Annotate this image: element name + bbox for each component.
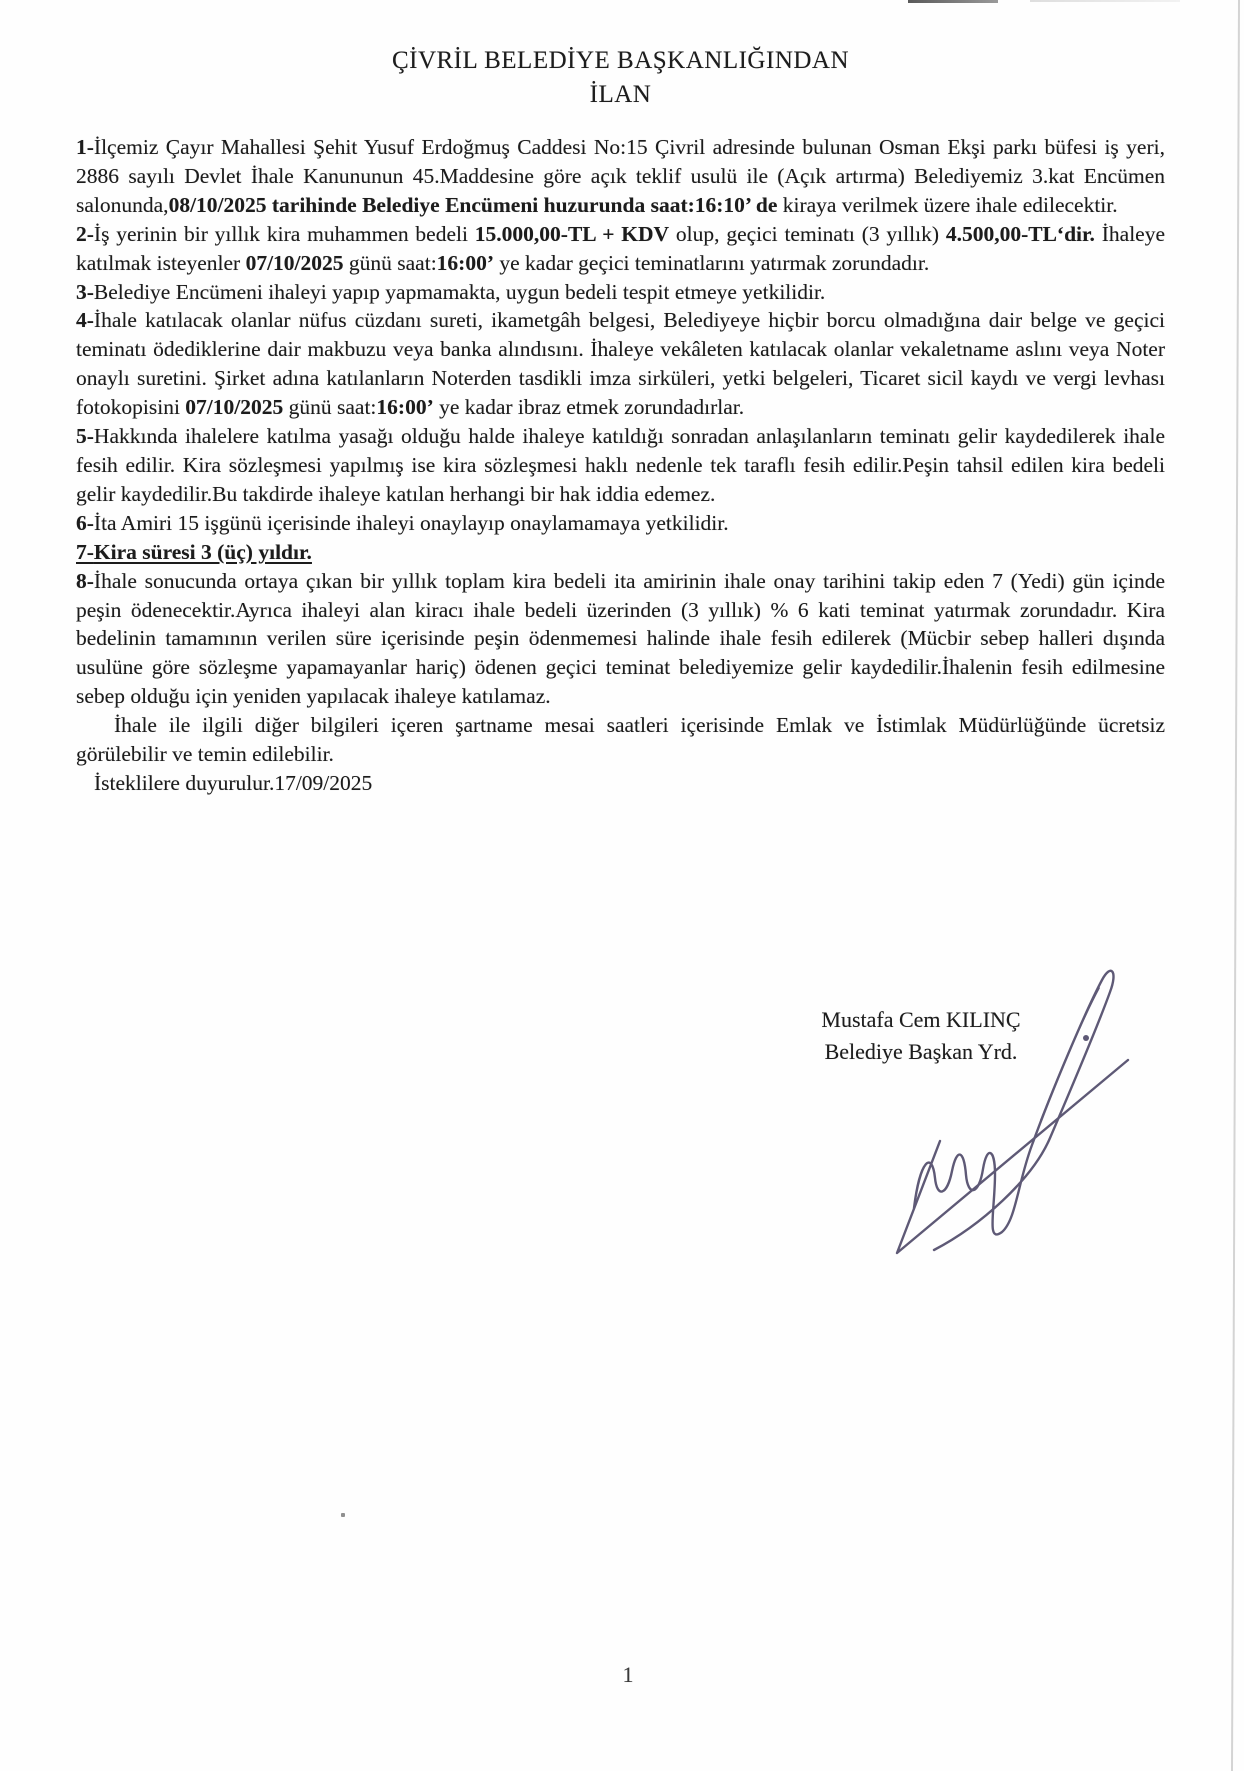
text-segment: olup, geçici teminatı (3 yıllık) — [669, 221, 946, 246]
document-subtitle: İLAN — [589, 81, 652, 108]
text-segment: Belediye Encümeni ihaleyi yapıp yapmamakta, uygun bedeli tespit etmeye yetkilidir. — [93, 279, 826, 304]
document-title: ÇİVRİL BELEDİYE BAŞKANLIĞINDAN — [391, 47, 850, 74]
text-segment: 3- — [76, 279, 94, 304]
text-segment: İhale sonucunda ortaya çıkan bir yıllık toplam kira bedeli ita amirinin ihale onay tarihini takip eden 7 (Yedi) gün içinde peşin ödenecektir.Ayrıca ihaleyi alan kiracı ihale bedeli üzerinden (3 yıllık) % 6 kati teminat yatırmak zorundadır. Kira bedelinin tamamının verilen süre içerisinde peşin ödenmemesi halinde ihale fesih edilerek (Mücbir sebep halleri dışında usulüne göre sözleşme yapamayanlar hariç) ödenen geçici teminat belediyemize gelir kaydedilir.İhalenin fesih edilmesine sebep olduğu için yeniden yapılacak ihaleye katılamaz. — [76, 568, 1165, 709]
scan-artifact-top-bar-light — [1030, 0, 1180, 2]
scan-artifact-top-bar — [908, 0, 998, 3]
text-segment: 1- — [76, 135, 94, 159]
text-segment: 4.500,00-TL‘dir. — [945, 221, 1095, 246]
text-segment: 16:00’ — [436, 250, 494, 275]
text-segment: İhaleye katılmak isteyenler — [76, 221, 1166, 275]
text-segment: kiraya verilmek üzere ihale edilecektir. — [777, 192, 1118, 217]
signer-title: Belediye Başkan Yrd. — [824, 1039, 1018, 1064]
paragraph-closing-info — [76, 711, 1165, 769]
text-segment: 07/10/2025 — [185, 395, 284, 420]
text-segment: günü saat: — [283, 395, 377, 420]
text-segment: İş yerinin bir yıllık kira muhammen bedeli — [93, 221, 475, 246]
text-segment: 7- — [76, 539, 94, 564]
text-segment: İhale katılacak olanlar nüfus cüzdanı sureti, ikametgâh belgesi, Belediyeye hiçbir borcu olmadığına dair belge ve geçici teminatı ödediklerine dair makbuzu veya banka alındısını. İhaleye vekâleten katılacak olanlar vekaletname aslını veya Noter onaylı suretini. Şirket adına katılanların Noterden tasdikli imza sirküleri, yetki belgeleri, Ticaret sicil kaydı ve vergi levhası fotokopisini — [76, 308, 1165, 420]
paragraph-announcement-date — [76, 769, 1165, 798]
paragraph-item-2 — [76, 220, 1165, 278]
text-segment: Hakkında ihalelere katılma yasağı olduğu halde ihaleye katıldığı sonradan anlaşılanların teminatı gelir kaydedilerek ihale fesih edilir. Kira sözleşmesi yapılmış ise kira sözleşmesi haklı nedenle tek taraflı fesih edilir.Peşin tahsil edilen kira bedeli gelir kaydedilir.Bu takdirde ihaleye katılan herhangi bir hak iddia edemez. — [76, 424, 1165, 506]
text-segment: 16:00’ — [376, 395, 434, 420]
document-header — [76, 44, 1165, 112]
page-number: 1 — [622, 1662, 634, 1687]
paragraph-item-6 — [76, 509, 1165, 538]
announcement-body — [76, 133, 1165, 798]
scan-artifact-speck — [341, 1513, 345, 1517]
paragraph-item-8 — [76, 567, 1165, 712]
paragraph-item-5 — [76, 422, 1165, 509]
text-segment: 5- — [76, 424, 94, 449]
text-segment: 8- — [76, 568, 94, 593]
text-segment: 15.000,00-TL + KDV — [474, 221, 670, 246]
paragraph-item-1 — [76, 133, 1165, 220]
text-segment: günü saat: — [343, 250, 437, 275]
text-segment: 07/10/2025 — [245, 250, 344, 275]
text-segment: 6- — [76, 510, 94, 535]
text-segment: İsteklilere duyurulur.17/09/2025 — [94, 770, 373, 795]
handwritten-signature — [860, 948, 1170, 1278]
text-segment: 4- — [76, 308, 94, 333]
text-segment: İlçemiz Çayır Mahallesi Şehit Yusuf Erdoğmuş Caddesi No:15 Çivril adresinde bulunan Osman Ekşi parkı büfesi iş yeri, 2886 sayılı Devlet İhale Kanununun 45.Maddesine göre açık teklif usulü ile (Açık artırma) Belediyemiz 3.kat Encümen salonunda, — [76, 135, 1165, 217]
text-segment: İta Amiri 15 işgünü içerisinde ihaleyi onaylayıp onaylamamaya yetkilidir. — [93, 510, 729, 535]
text-segment: ye kadar geçici teminatlarını yatırmak zorundadır. — [494, 250, 930, 275]
text-segment: Kira süresi 3 (üç) yıldır. — [93, 539, 312, 564]
text-segment: İhale ile ilgili diğer bilgileri içeren şartname mesai saatleri içerisinde Emlak ve İstimlak Müdürlüğünde ücretsiz görülebilir ve temin edilebilir. — [76, 713, 1165, 767]
paragraph-item-7 — [76, 538, 1165, 567]
paragraph-item-4 — [76, 306, 1165, 422]
paragraph-item-3 — [76, 278, 1165, 307]
text-segment: 2- — [76, 221, 94, 246]
signer-name: Mustafa Cem KILINÇ — [821, 1007, 1021, 1032]
text-segment: ye kadar ibraz etmek zorundadırlar. — [433, 395, 745, 420]
text-segment: 08/10/2025 tarihinde Belediye Encümeni huzurunda saat:16:10’ de — [168, 192, 778, 217]
